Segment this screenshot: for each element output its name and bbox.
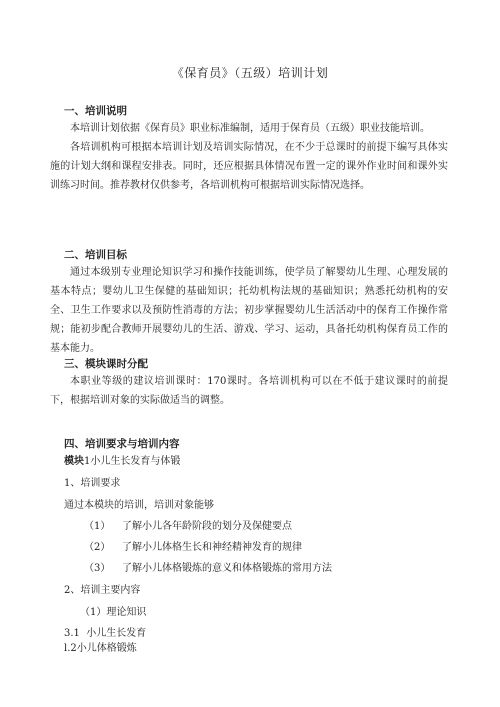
list-item-text: 了解小儿体格锻炼的意义和体格锻炼的常用方法 (122, 563, 332, 574)
paragraph: 通过本级别专业理论知识学习和操作技能训练，使学员了解婴幼儿生理、心理发展的基本特点；婴幼儿卫生保健的基础知识；托幼机构法规的基础知识；熟悉托幼机构的安全、卫生工作要求以及预防性消毒的方法；初步掌握婴幼儿生活活动中的保育工作操作常规；能初步配合教师开展婴幼儿的生活、游戏、学习、运动，具备托幼机构保育员工作的基本能力。 (50, 267, 448, 354)
subtopic-exercise: l.2小儿体格锻炼 (64, 643, 137, 654)
theory-knowledge-label: （1）理论知识 (80, 607, 147, 618)
list-item (84, 562, 332, 576)
document-title: 《保育员》（五级）培训计划 (171, 66, 329, 80)
list-item-number: （3） (84, 563, 111, 574)
subtopic-growth: 3.1 小儿生长发育 (64, 628, 147, 639)
section-heading-training-goals: 二、培训目标 (64, 249, 127, 261)
list-item (84, 541, 302, 555)
paragraph: 本培训计划依据《保育员》职业标准编制，适用于保育员（五级）职业技能培训。 (70, 123, 430, 134)
section-heading-requirements-content: 四、培训要求与培训内容 (64, 438, 180, 450)
module-name: 1小儿生长发育与体锻 (84, 456, 181, 467)
list-item-number: （1） (84, 521, 111, 532)
list-item-text: 了解小儿各年龄阶段的划分及保健要点 (122, 521, 292, 532)
intro-text: 通过本模块的培训，培训对象能够 (64, 500, 214, 511)
list-item-text: 了解小儿体格生长和神经精神发育的规律 (122, 542, 302, 553)
section-heading-training-description: 一、培训说明 (64, 105, 127, 117)
module-prefix: 模块 (64, 456, 84, 467)
list-item (84, 520, 292, 534)
subheading-requirements: 1、培训要求 (64, 478, 121, 489)
paragraph: 各培训机构可根据本培训计划及培训实际情况，在不少于总课时的前提下编写具体实施的计划大纲和课程安排表。同时，还应根据具体情况布置一定的课外作业时间和课外实训练习时间。推荐教材仅供参考，各培训机构可根据培训实际情况选择。 (50, 142, 448, 191)
subheading-main-content: 2、培训主要内容 (64, 585, 141, 596)
section-heading-module-hours: 三、模块课时分配 (64, 358, 148, 370)
module-title (64, 455, 180, 469)
list-item-number: （2） (84, 542, 111, 553)
paragraph: 本职业等级的建议培训课时：170课时。各培训机构可以在不低于建议课时的前提下，根据培训对象的实际做适当的调整。 (50, 376, 448, 406)
